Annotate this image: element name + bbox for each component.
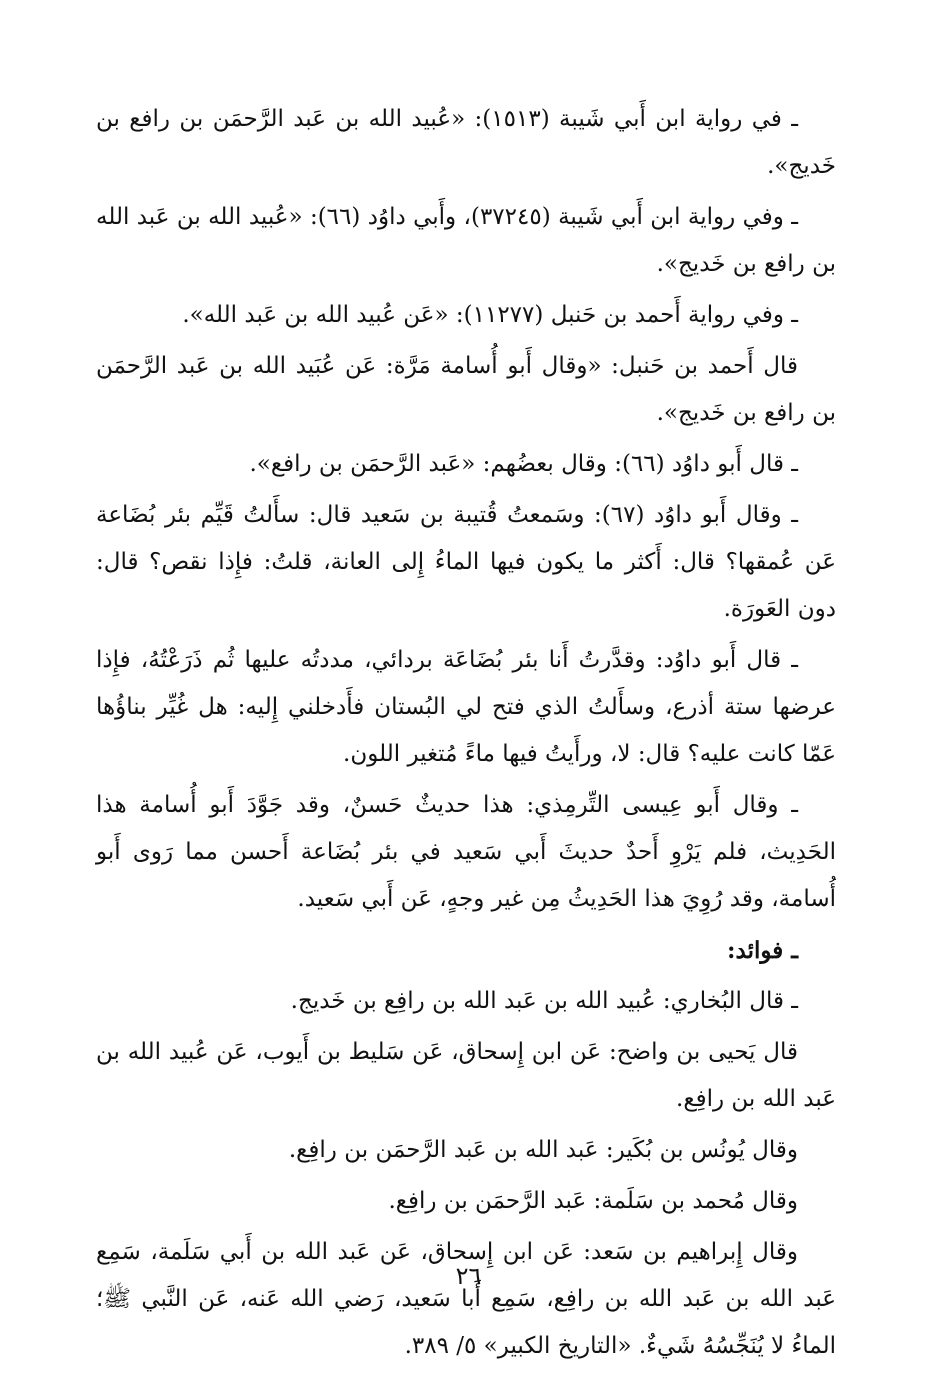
paragraph-abu-dawud-67: ـ وقال أَبو داوُد (٦٧): وسَمعتُ قُتيبة بن سَعيد قال: سأَلتُ قَيِّم بئر بُضَاعة عَن عُمقها؟ قال: أَكثر ما يكون فيها الماءُ إِلى العانة، قلتُ: فإِذا نقص؟ قال: دون العَورَة. xyxy=(96,502,836,622)
paragraph-ahmad-11277: ـ وفي رواية أَحمد بن حَنبل (١١٢٧٧): «عَن عُبيد الله بن عَبد الله». xyxy=(182,302,798,328)
page-number: ٢٦ xyxy=(455,1262,482,1290)
paragraph-ibn-abi-shayba-1513: ـ في رواية ابن أَبي شَيبة (١٥١٣): «عُبيد الله بن عَبد الرَّحمَن بن رافع بن خَديج». xyxy=(96,106,836,179)
paragraph-ibn-abi-shayba-37245: ـ وفي رواية ابن أَبي شَيبة (٣٧٢٤٥)، وأَبي داوُد (٦٦): «عُبيد الله بن عَبد الله بن رافع بن خَديج». xyxy=(96,204,836,277)
paragraph-abu-dawud-66: ـ قال أَبو داوُد (٦٦): وقال بعضُهم: «عَبد الرَّحمَن بن رافع». xyxy=(249,451,798,477)
paragraph-bukhari: ـ قال البُخاري: عُبيد الله بن عَبد الله بن رافِع بن خَديج. xyxy=(290,988,798,1014)
paragraph-ahmad-abu-usama: قال أَحمد بن حَنبل: «وقال أَبو أُسامة مَرَّة: عَن عُبَيد الله بن عَبد الرَّحمَن بن رافع بن خَديج». xyxy=(96,353,836,426)
paragraph-yahya-bin-wadih: قال يَحيى بن واضح: عَن ابن إِسحاق، عَن سَليط بن أَيوب، عَن عُبيد الله بن عَبد الله بن رافِع. xyxy=(96,1039,836,1112)
paragraph-ibrahim-bin-saad: وقال إِبراهيم بن سَعد: عَن ابن إِسحاق، عَن عَبد الله بن أَبي سَلَمة، سَمِع عَبد الله بن عَبد الله بن رافِع، سَمِع أَبا سَعيد، رَضي الله عَنه، عَن النَّبي ﷺ؛ الماءُ لا يُنَجِّسُهُ شَيءٌ. «التاريخ الكبير» ٥/ ٣٨٩. xyxy=(96,1239,836,1359)
paragraph-abu-dawud-measure: ـ قال أَبو داوُد: وقدَّرتُ أَنا بئر بُضَاعَة بردائي، مددتُه عليها ثُم ذَرَعْتُهُ، فإِذا عرضها ستة أذرع، وسأَلتُ الذي فتح لي البُستان فأَدخلني إِليه: هل غُيِّر بناؤُها عَمّا كانت عليه؟ قال: لا، ورأَيتُ فيها ماءً مُتغير اللون. xyxy=(96,647,836,767)
paragraph-yunus-bin-bukayr: وقال يُونُس بن بُكَير: عَبد الله بن عَبد الرَّحمَن بن رافِع. xyxy=(288,1137,798,1163)
section-heading-fawaid: ـ فوائد: xyxy=(727,937,798,964)
paragraph-muhammad-bin-salama: وقال مُحمد بن سَلَمة: عَبد الرَّحمَن بن رافِع. xyxy=(388,1188,798,1214)
paragraph-tirmidhi: ـ وقال أَبو عِيسى التِّرمِذي: هذا حديثٌ حَسنٌ، وقد جَوَّدَ أَبو أُسامة هذا الحَدِيث، فلم يَرْوِ أَحدٌ حديثَ أَبي سَعيد في بئر بُضَاعة أَحسن مما رَوى أَبو أُسامة، وقد رُوِيَ هذا الحَدِيثُ مِن غير وجهٍ، عَن أَبي سَعيد. xyxy=(96,792,836,912)
page-body-text xyxy=(96,96,836,1374)
